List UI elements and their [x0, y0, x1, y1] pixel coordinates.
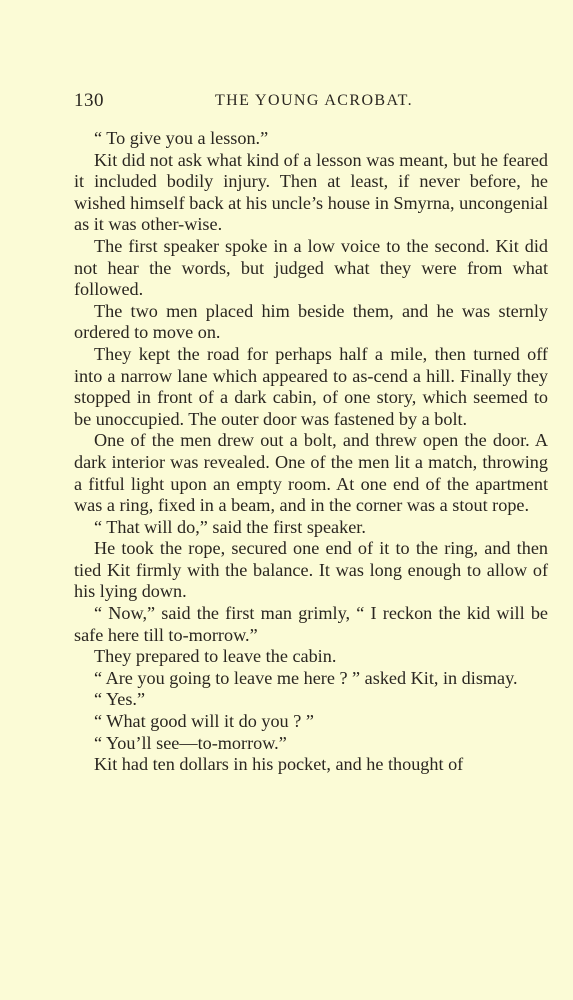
page-header	[74, 90, 548, 114]
paragraph: They prepared to leave the cabin.	[94, 646, 337, 667]
paragraph: “ To give you a lesson.”	[94, 128, 269, 148]
paragraph: The first speaker spoke in a low voice to the second. Kit did not hear the words, but judged what they were from what followed.	[74, 235, 548, 300]
paragraph: They kept the road for perhaps half a mile, then turned off into a narrow lane which appeared to as-cend a hill. Finally they stopped in front of a dark cabin, of one story, which seemed to be unoccupied. The outer door was fastened by a bolt.	[74, 343, 548, 429]
paragraph: “ Yes.”	[94, 689, 146, 710]
paragraph: Kit did not ask what kind of a lesson was meant, but he feared it included bodily injury. Then at least, if never before, he wished himself back at his uncle’s house in Smyrna, uncongenial as it was other-wise.	[74, 149, 548, 235]
paragraph: One of the men drew out a bolt, and threw open the door. A dark interior was revealed. One of the men lit a match, throwing a fitful light upon an empty room. At one end of the apartment was a ring, fixed in a beam, and in the corner was a stout rope.	[74, 430, 548, 516]
paragraph: Kit had ten dollars in his pocket, and he thought of	[94, 754, 464, 775]
paragraph: “ What good will it do you ? ”	[94, 711, 314, 732]
page-number: 130	[74, 90, 104, 111]
paragraph: He took the rope, secured one end of it to the ring, and then tied Kit firmly with the balance. It was long enough to allow of his lying down.	[74, 538, 548, 602]
body-text	[74, 128, 548, 776]
paragraph: The two men placed him beside them, and he was sternly ordered to move on.	[74, 300, 548, 343]
paragraph: “ Now,” said the first man grimly, “ I reckon the kid will be safe here till to-morrow.”	[74, 603, 548, 645]
paragraph: “ Are you going to leave me here ? ” asked Kit, in dismay.	[94, 667, 518, 688]
paragraph: “ You’ll see—to-morrow.”	[94, 732, 287, 753]
running-title: THE YOUNG ACROBAT.	[214, 92, 414, 109]
paragraph: “ That will do,” said the first speaker.	[94, 516, 366, 537]
